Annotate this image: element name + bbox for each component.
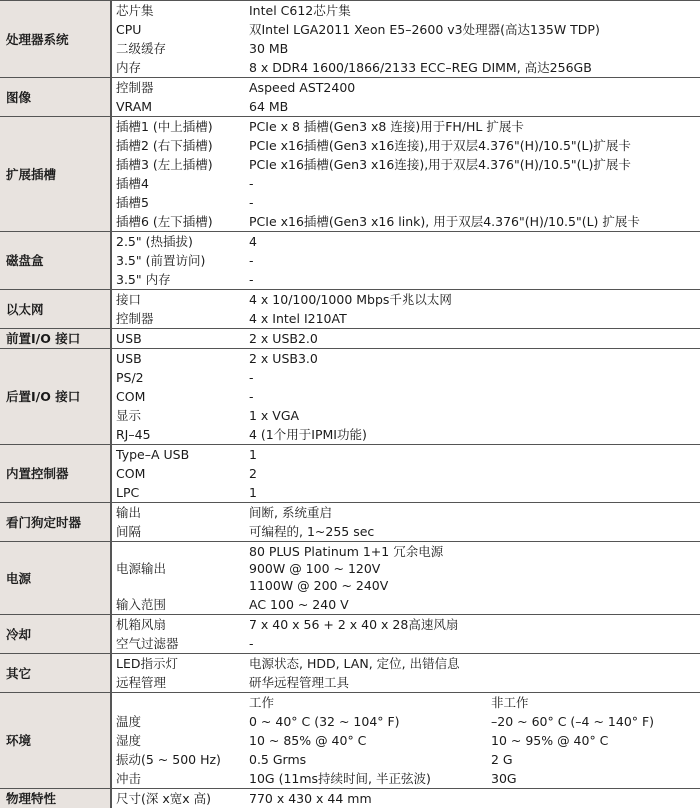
value-cell: PCIe x16插槽(Gen3 x16连接),用于双层4.376"(H)/10.5"(L)扩展卡	[245, 155, 700, 174]
spec-row	[0, 542, 700, 596]
item-label: 控制器	[111, 309, 245, 329]
item-label: PS/2	[111, 368, 245, 387]
non-operating-value: –20 ~ 60° C (–4 ~ 140° F)	[487, 712, 700, 731]
category-label: 内置控制器	[0, 445, 111, 503]
item-label	[111, 693, 245, 713]
item-label: LED指示灯	[111, 654, 245, 674]
item-label: 2.5" (热插拔)	[111, 232, 245, 252]
category-label: 其它	[0, 654, 111, 693]
value-cell: 1	[245, 445, 700, 465]
item-label: 湿度	[111, 731, 245, 750]
value-cell: -	[245, 174, 700, 193]
item-label: 插槽5	[111, 193, 245, 212]
value-cell: PCIe x16插槽(Gen3 x16 link), 用于双层4.376"(H)/10.5"(L) 扩展卡	[245, 212, 700, 232]
value-cell: 双Intel LGA2011 Xeon E5–2600 v3处理器(高达135W TDP)	[245, 20, 700, 39]
item-label: 插槽4	[111, 174, 245, 193]
category-label: 以太网	[0, 290, 111, 329]
spec-table-body	[0, 1, 700, 808]
item-label: 接口	[111, 290, 245, 310]
value-cell: 7 x 40 x 56 + 2 x 40 x 28高速风扇	[245, 615, 700, 635]
item-label: 输入范围	[111, 595, 245, 615]
non-operating-value: 30G	[487, 769, 700, 789]
item-label: USB	[111, 349, 245, 369]
value-cell: 8 x DDR4 1600/1866/2133 ECC–REG DIMM, 高达256GB	[245, 58, 700, 78]
value-cell: 4 x 10/100/1000 Mbps千兆以太网	[245, 290, 700, 310]
value-cell: -	[245, 634, 700, 654]
value-cell: Aspeed AST2400	[245, 78, 700, 98]
item-label: LPC	[111, 483, 245, 503]
value-cell: AC 100 ~ 240 V	[245, 595, 700, 615]
value-cell: 1 x VGA	[245, 406, 700, 425]
value-cell: 770 x 430 x 44 mm	[245, 789, 700, 808]
value-cell: -	[245, 368, 700, 387]
category-label: 磁盘盒	[0, 232, 111, 290]
item-label: USB	[111, 329, 245, 349]
value-cell: 2	[245, 464, 700, 483]
non-operating-value: 10 ~ 95% @ 40° C	[487, 731, 700, 750]
value-cell	[245, 542, 700, 596]
value-cell: 间断, 系统重启	[245, 503, 700, 523]
value-cell: -	[245, 193, 700, 212]
item-label: 远程管理	[111, 673, 245, 693]
non-operating-value: 非工作	[487, 693, 700, 713]
item-label: 插槽6 (左下插槽)	[111, 212, 245, 232]
item-label: 3.5" (前置访问)	[111, 251, 245, 270]
item-label: 温度	[111, 712, 245, 731]
value-cell: -	[245, 270, 700, 290]
category-label: 冷却	[0, 615, 111, 654]
value-cell: -	[245, 387, 700, 406]
item-label: 控制器	[111, 78, 245, 98]
operating-value: 0.5 Grms	[245, 750, 487, 769]
item-label: 冲击	[111, 769, 245, 789]
value-cell: Intel C612芯片集	[245, 1, 700, 21]
item-label: COM	[111, 387, 245, 406]
value-cell: 2 x USB3.0	[245, 349, 700, 369]
spec-row	[0, 503, 700, 523]
operating-value: 10G (11ms持续时间, 半正弦波)	[245, 769, 487, 789]
value-cell: 研华远程管理工具	[245, 673, 700, 693]
value-cell: 64 MB	[245, 97, 700, 117]
spec-row	[0, 290, 700, 310]
value-cell: 4 (1个用于IPMI功能)	[245, 425, 700, 445]
item-label: 芯片集	[111, 1, 245, 21]
item-label: 尺寸(深 x宽x 高)	[111, 789, 245, 808]
operating-value: 工作	[245, 693, 487, 713]
category-label: 图像	[0, 78, 111, 117]
spec-row	[0, 117, 700, 137]
operating-value: 10 ~ 85% @ 40° C	[245, 731, 487, 750]
item-label: 间隔	[111, 522, 245, 542]
item-label: 机箱风扇	[111, 615, 245, 635]
item-label: 输出	[111, 503, 245, 523]
value-cell: 4 x Intel I210AT	[245, 309, 700, 329]
spec-row	[0, 329, 700, 349]
spec-row	[0, 693, 700, 713]
item-label: 电源输出	[111, 542, 245, 596]
item-label: 振动(5 ~ 500 Hz)	[111, 750, 245, 769]
spec-row	[0, 654, 700, 674]
spec-row	[0, 232, 700, 252]
category-label: 看门狗定时器	[0, 503, 111, 542]
spec-row	[0, 78, 700, 98]
item-label: VRAM	[111, 97, 245, 117]
item-label: 空气过滤器	[111, 634, 245, 654]
operating-value: 0 ~ 40° C (32 ~ 104° F)	[245, 712, 487, 731]
item-label: 插槽1 (中上插槽)	[111, 117, 245, 137]
category-label: 前置I/O 接口	[0, 329, 111, 349]
item-label: COM	[111, 464, 245, 483]
spec-row	[0, 445, 700, 465]
value-cell: 电源状态, HDD, LAN, 定位, 出错信息	[245, 654, 700, 674]
category-label: 环境	[0, 693, 111, 789]
item-label: 显示	[111, 406, 245, 425]
spec-row	[0, 789, 700, 808]
category-label: 扩展插槽	[0, 117, 111, 232]
spec-row	[0, 1, 700, 21]
value-cell: 30 MB	[245, 39, 700, 58]
item-label: RJ–45	[111, 425, 245, 445]
value-cell: PCIe x 8 插槽(Gen3 x8 连接)用于FH/HL 扩展卡	[245, 117, 700, 137]
value-cell: -	[245, 251, 700, 270]
category-label: 物理特性	[0, 789, 111, 808]
item-label: 插槽3 (左上插槽)	[111, 155, 245, 174]
spec-row	[0, 349, 700, 369]
item-label: 插槽2 (右下插槽)	[111, 136, 245, 155]
value-line: 900W @ 100 ~ 120V	[249, 560, 700, 577]
value-cell: 1	[245, 483, 700, 503]
category-label: 电源	[0, 542, 111, 615]
value-line: 1100W @ 200 ~ 240V	[249, 577, 700, 594]
category-label: 处理器系统	[0, 1, 111, 78]
item-label: 内存	[111, 58, 245, 78]
non-operating-value: 2 G	[487, 750, 700, 769]
item-label: Type–A USB	[111, 445, 245, 465]
item-label: 3.5" 内存	[111, 270, 245, 290]
item-label: 二级缓存	[111, 39, 245, 58]
value-cell: PCIe x16插槽(Gen3 x16连接),用于双层4.376"(H)/10.5"(L)扩展卡	[245, 136, 700, 155]
category-label: 后置I/O 接口	[0, 349, 111, 445]
value-cell: 可编程的, 1~255 sec	[245, 522, 700, 542]
value-line: 80 PLUS Platinum 1+1 冗余电源	[249, 543, 700, 560]
spec-row	[0, 615, 700, 635]
value-cell: 2 x USB2.0	[245, 329, 700, 349]
value-cell: 4	[245, 232, 700, 252]
item-label: CPU	[111, 20, 245, 39]
